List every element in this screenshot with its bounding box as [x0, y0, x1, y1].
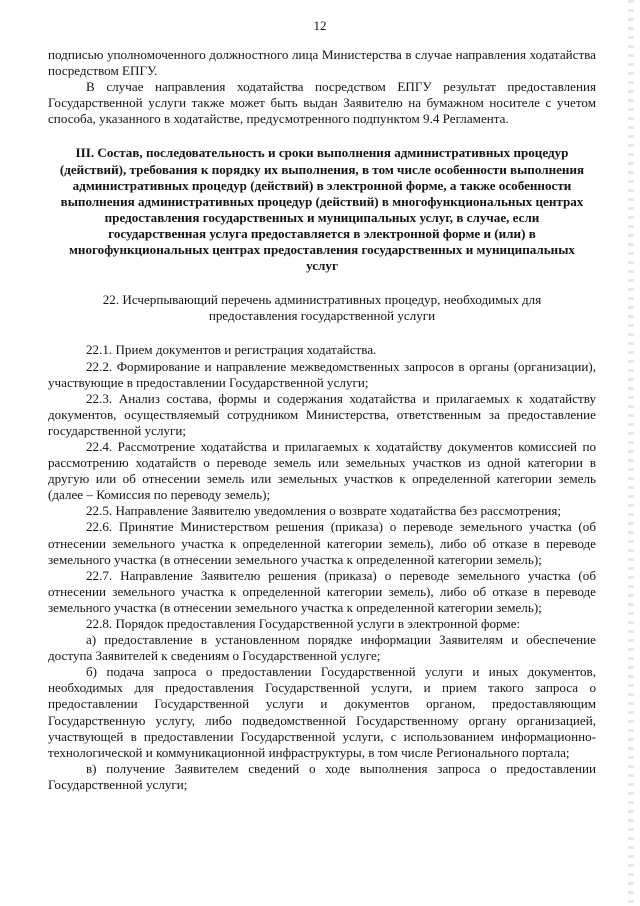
- list-item-22-6: 22.6. Принятие Министерством решения (приказа) о переводе земельного участка (об отнесении земельного участка к определенной категории земель), либо об отказе в переводе земельного участка (в отнесении земельного участка к определенной категории земель);: [48, 519, 596, 567]
- list-item-22-3: 22.3. Анализ состава, формы и содержания ходатайства и прилагаемых к ходатайству документов, осуществляемый сотрудником Министерства, ответственным за предоставление государственной услуги;: [48, 390, 596, 438]
- document-body: [48, 47, 596, 793]
- paragraph-continuation: подписью уполномоченного должностного лица Министерства в случае направления ходатайства посредством ЕПГУ.: [48, 47, 596, 79]
- sub-item-b: б) подача запроса о предоставлении Государственной услуги и иных документов, необходимых для предоставления Государственной услуги, и прием такого запроса о предоставлении Государственной услуги и документов органом, предоставляющим Государственную услугу, либо подведомственной Государственному органу организацией, участвующей в предоставлении Государственной услуги, с использованием информационно-технологической и коммуникационной инфраструктуры, в том числе Регионального портала;: [48, 664, 596, 760]
- list-item-22-4: 22.4. Рассмотрение ходатайства и прилагаемых к ходатайству документов комиссией по рассмотрению ходатайств о переводе земель или земельных участков из одной категории в другую или об отнесении земель или земельных участков к определенной категории земель (далее – Комиссия по переводу земель);: [48, 438, 596, 503]
- paragraph-epgu-result: В случае направления ходатайства посредством ЕПГУ результат предоставления Государственной услуги также может быть выдан Заявителю на бумажном носителе с учетом способа, указанного в ходатайстве, предусмотренного подпунктом 9.4 Регламента.: [48, 79, 596, 127]
- list-item-22-1: 22.1. Прием документов и регистрация ходатайства.: [86, 342, 377, 358]
- sub-item-a: а) предоставление в установленном порядке информации Заявителям и обеспечение доступа Заявителей к сведениям о Государственной услуге;: [48, 632, 596, 664]
- page-number: 12: [313, 18, 327, 33]
- list-item-22-2: 22.2. Формирование и направление межведомственных запросов в органы (организации), участвующие в предоставлении Государственной услуги;: [48, 358, 596, 390]
- list-item-22-8: 22.8. Порядок предоставления Государственной услуги в электронной форме:: [86, 616, 521, 631]
- scan-edge-artifact: [628, 0, 634, 906]
- list-item-22-7: 22.7. Направление Заявителю решения (приказа) о переводе земельного участка (об отнесении земельного участка к определенной категории земель), либо об отказе в переводе земельного участка (в отнесении земельного участка к определенной категории земель);: [48, 567, 596, 615]
- subheading: 22. Исчерпывающий перечень административных процедур, необходимых для предоставления государственной услуги: [102, 292, 542, 324]
- section-title: III. Состав, последовательность и сроки выполнения административных процедур (действий), требования к порядку их выполнения, в том числе особенности выполнения административных процедур (действий) в электронной форме, а также особенности выполнения административных процедур (действий) в многофункциональных центрах предоставления государственных и муниципальных услуг, в случае, если государственная услуга предоставляется в электронной форме и (или) в многофункциональных центрах предоставления государственных и муниципальных услуг: [59, 145, 585, 274]
- list-item-22-5: 22.5. Направление Заявителю уведомления о возврате ходатайства без рассмотрения;: [86, 503, 562, 519]
- sub-item-v: в) получение Заявителем сведений о ходе выполнения запроса о предоставлении Государственной услуги;: [48, 760, 596, 792]
